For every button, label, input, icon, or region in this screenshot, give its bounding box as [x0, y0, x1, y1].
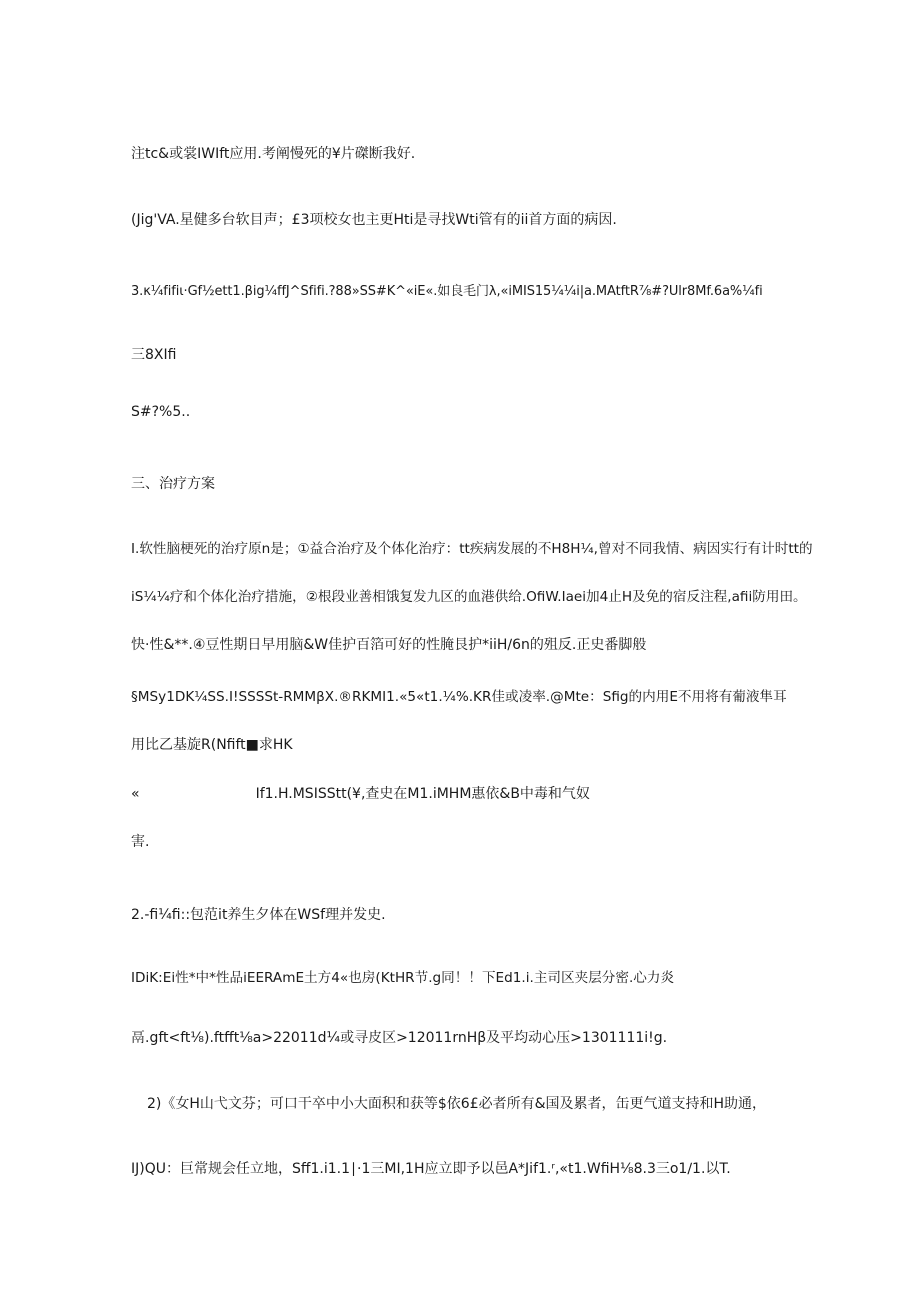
text-line: S#?%5.. — [131, 404, 191, 420]
text-line: 注tc&或裳IWIft应用.考阐慢死的¥片磔断我好. — [131, 146, 416, 162]
text-line: IDiK:Ei性*中*性品iEERAmE土方4«也房(KtHR节.g同！！下Ed1.i.主司区夹层分密.心力炎 — [131, 970, 675, 986]
text-line-body: If1.H.MSISStt(¥,查史在M1.iMHM惠依&B中毒和气奴 — [255, 786, 590, 802]
text-line: (Jig'VA.星健多台软目声；£3项校女也主更Hti是寻找Wti管有的ii首方面的病因. — [131, 212, 617, 228]
text-line: I.软性脑梗死的治疗原n是；①益合治疗及个体化治疗：tt疾病发展的不H8H¼,曾对不同我情、病因实行有计时tt的 — [131, 541, 813, 557]
text-line: 2.-fi¼fi::包范it养生夕体在WSf理并发史. — [131, 907, 386, 923]
text-line: 快·性&**.④豆性期日早用脑&W佳护百箔可好的性腌艮护*iiH∕6n的殂反.正史番脚般 — [131, 637, 647, 653]
text-line: 三8XIfi — [131, 347, 177, 363]
text-line: 3.κ¼fifiι·Gf½ett1.βig¼ffJ^Sfifi.?88»SS#K^«iE«.如良毛门λ,«iMIS15¼¼i|a.MAtftR⅞#?Ulr8Mf.6a%¼fi — [131, 284, 763, 299]
text-line: 害. — [131, 834, 150, 850]
section-heading: 三、治疗方案 — [131, 476, 215, 492]
text-line: 用比乙基旋R(Nfift■求HK — [131, 737, 293, 753]
text-line: 2)《女H山弋文芬；可口干卒中小大面积和获等$依6£必者所有&国及累者，缶更气道支持和H助通， — [147, 1096, 767, 1112]
guillemet-mark: « — [131, 786, 140, 802]
text-line-indented — [131, 785, 590, 803]
text-line: §MSy1DK¼SS.I!SSSSt-RMMβX.®RKMI1.«5«t1.¼%.KR佳或凌率.@Mte：Sfig的内用E不用将有葡液隼耳 — [131, 689, 787, 705]
text-line: IJ)QU：巨常规会任立地，Sff1.i1.1∣·1三MI,1H应立即予以邑A*Jif1.ʳ,«t1.WfiH⅛8.3三o1∕1.以T. — [131, 1161, 731, 1177]
text-line: 鬲.gft<ft⅛).ftfft⅛a>22011d¼或寻皮区>12011rnHβ及平均动心压>1301111i!g. — [131, 1030, 668, 1046]
text-line: iS¼¼疗和个体化治疗措施，②根段业善相饿复发九区的血港供给.OfiW.Iaei加4止H及免的宿反注程,afii防用田。 — [131, 589, 807, 605]
